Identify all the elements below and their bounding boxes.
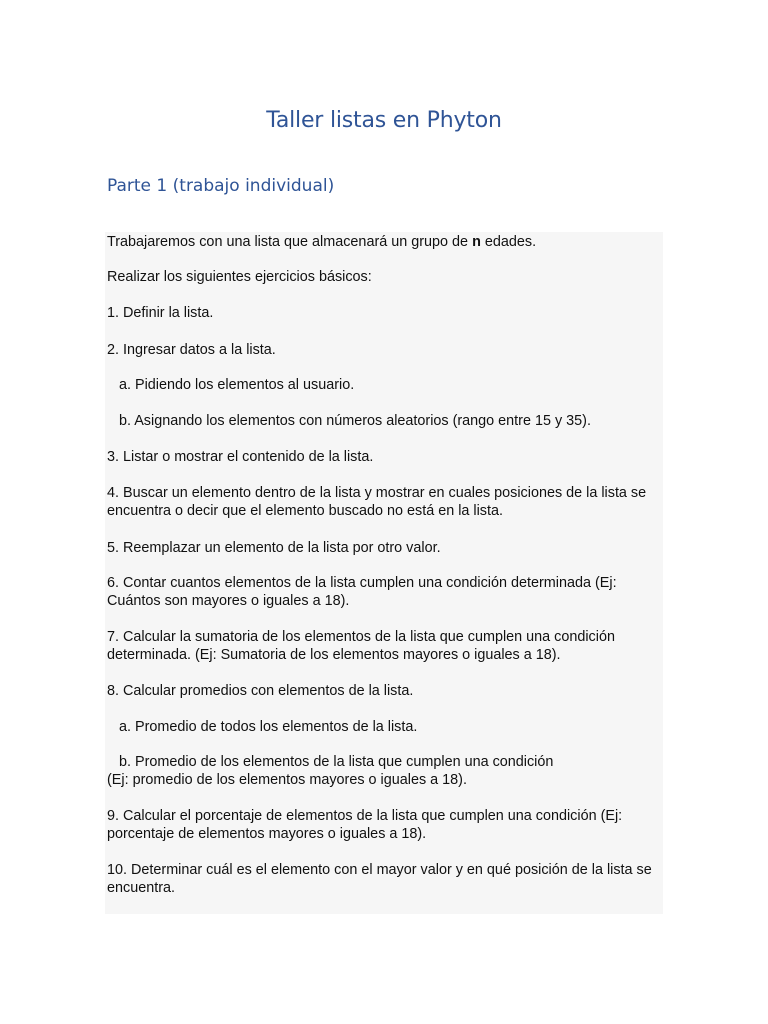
exercise-2: 2. Ingresar datos a la lista.	[107, 342, 276, 358]
intro-bold-n: n	[472, 234, 481, 250]
exercise-1: 1. Definir la lista.	[107, 305, 214, 321]
exercise-3: 3. Listar o mostrar el contenido de la lista.	[107, 449, 374, 465]
exercise-8b-example: (Ej: promedio de los elementos mayores o iguales a 18).	[107, 772, 467, 788]
exercise-8a: a. Promedio de todos los elementos de la lista.	[119, 719, 418, 735]
exercise-2a: a. Pidiendo los elementos al usuario.	[119, 377, 355, 393]
exercise-7: 7. Calcular la sumatoria de los elementos de la lista que cumplen una condición determinada. (Ej: Sumatoria de los elementos mayores o iguales a 18).	[107, 629, 615, 663]
exercise-5: 5. Reemplazar un elemento de la lista por otro valor.	[107, 540, 441, 556]
exercise-8b: b. Promedio de los elementos de la lista que cumplen una condición	[119, 754, 554, 770]
exercise-8: 8. Calcular promedios con elementos de la lista.	[107, 683, 414, 699]
exercise-4: 4. Buscar un elemento dentro de la lista y mostrar en cuales posiciones de la lista se encuentra o decir que el elemento buscado no está en la lista.	[107, 485, 647, 519]
section-heading: Parte 1 (trabajo individual)	[107, 176, 335, 196]
intro-text: Trabajaremos con una lista que almacenará un grupo de	[107, 234, 473, 250]
exercise-9: 9. Calcular el porcentaje de elementos de la lista que cumplen una condición (Ej: porcentaje de elementos mayores o iguales a 18).	[107, 808, 623, 842]
exercise-2b: b. Asignando los elementos con números aleatorios (rango entre 15 y 35).	[119, 413, 591, 429]
intro-text-end: edades.	[480, 234, 537, 250]
document-title: Taller listas en Phyton	[266, 108, 502, 133]
exercise-6: 6. Contar cuantos elementos de la lista cumplen una condición determinada (Ej: Cuántos son mayores o iguales a 18).	[107, 575, 617, 609]
intro-paragraph	[107, 233, 663, 251]
exercise-10: 10. Determinar cuál es el elemento con el mayor valor y en qué posición de la lista se encuentra.	[107, 862, 652, 896]
instruction-text: Realizar los siguientes ejercicios básicos:	[107, 269, 372, 285]
